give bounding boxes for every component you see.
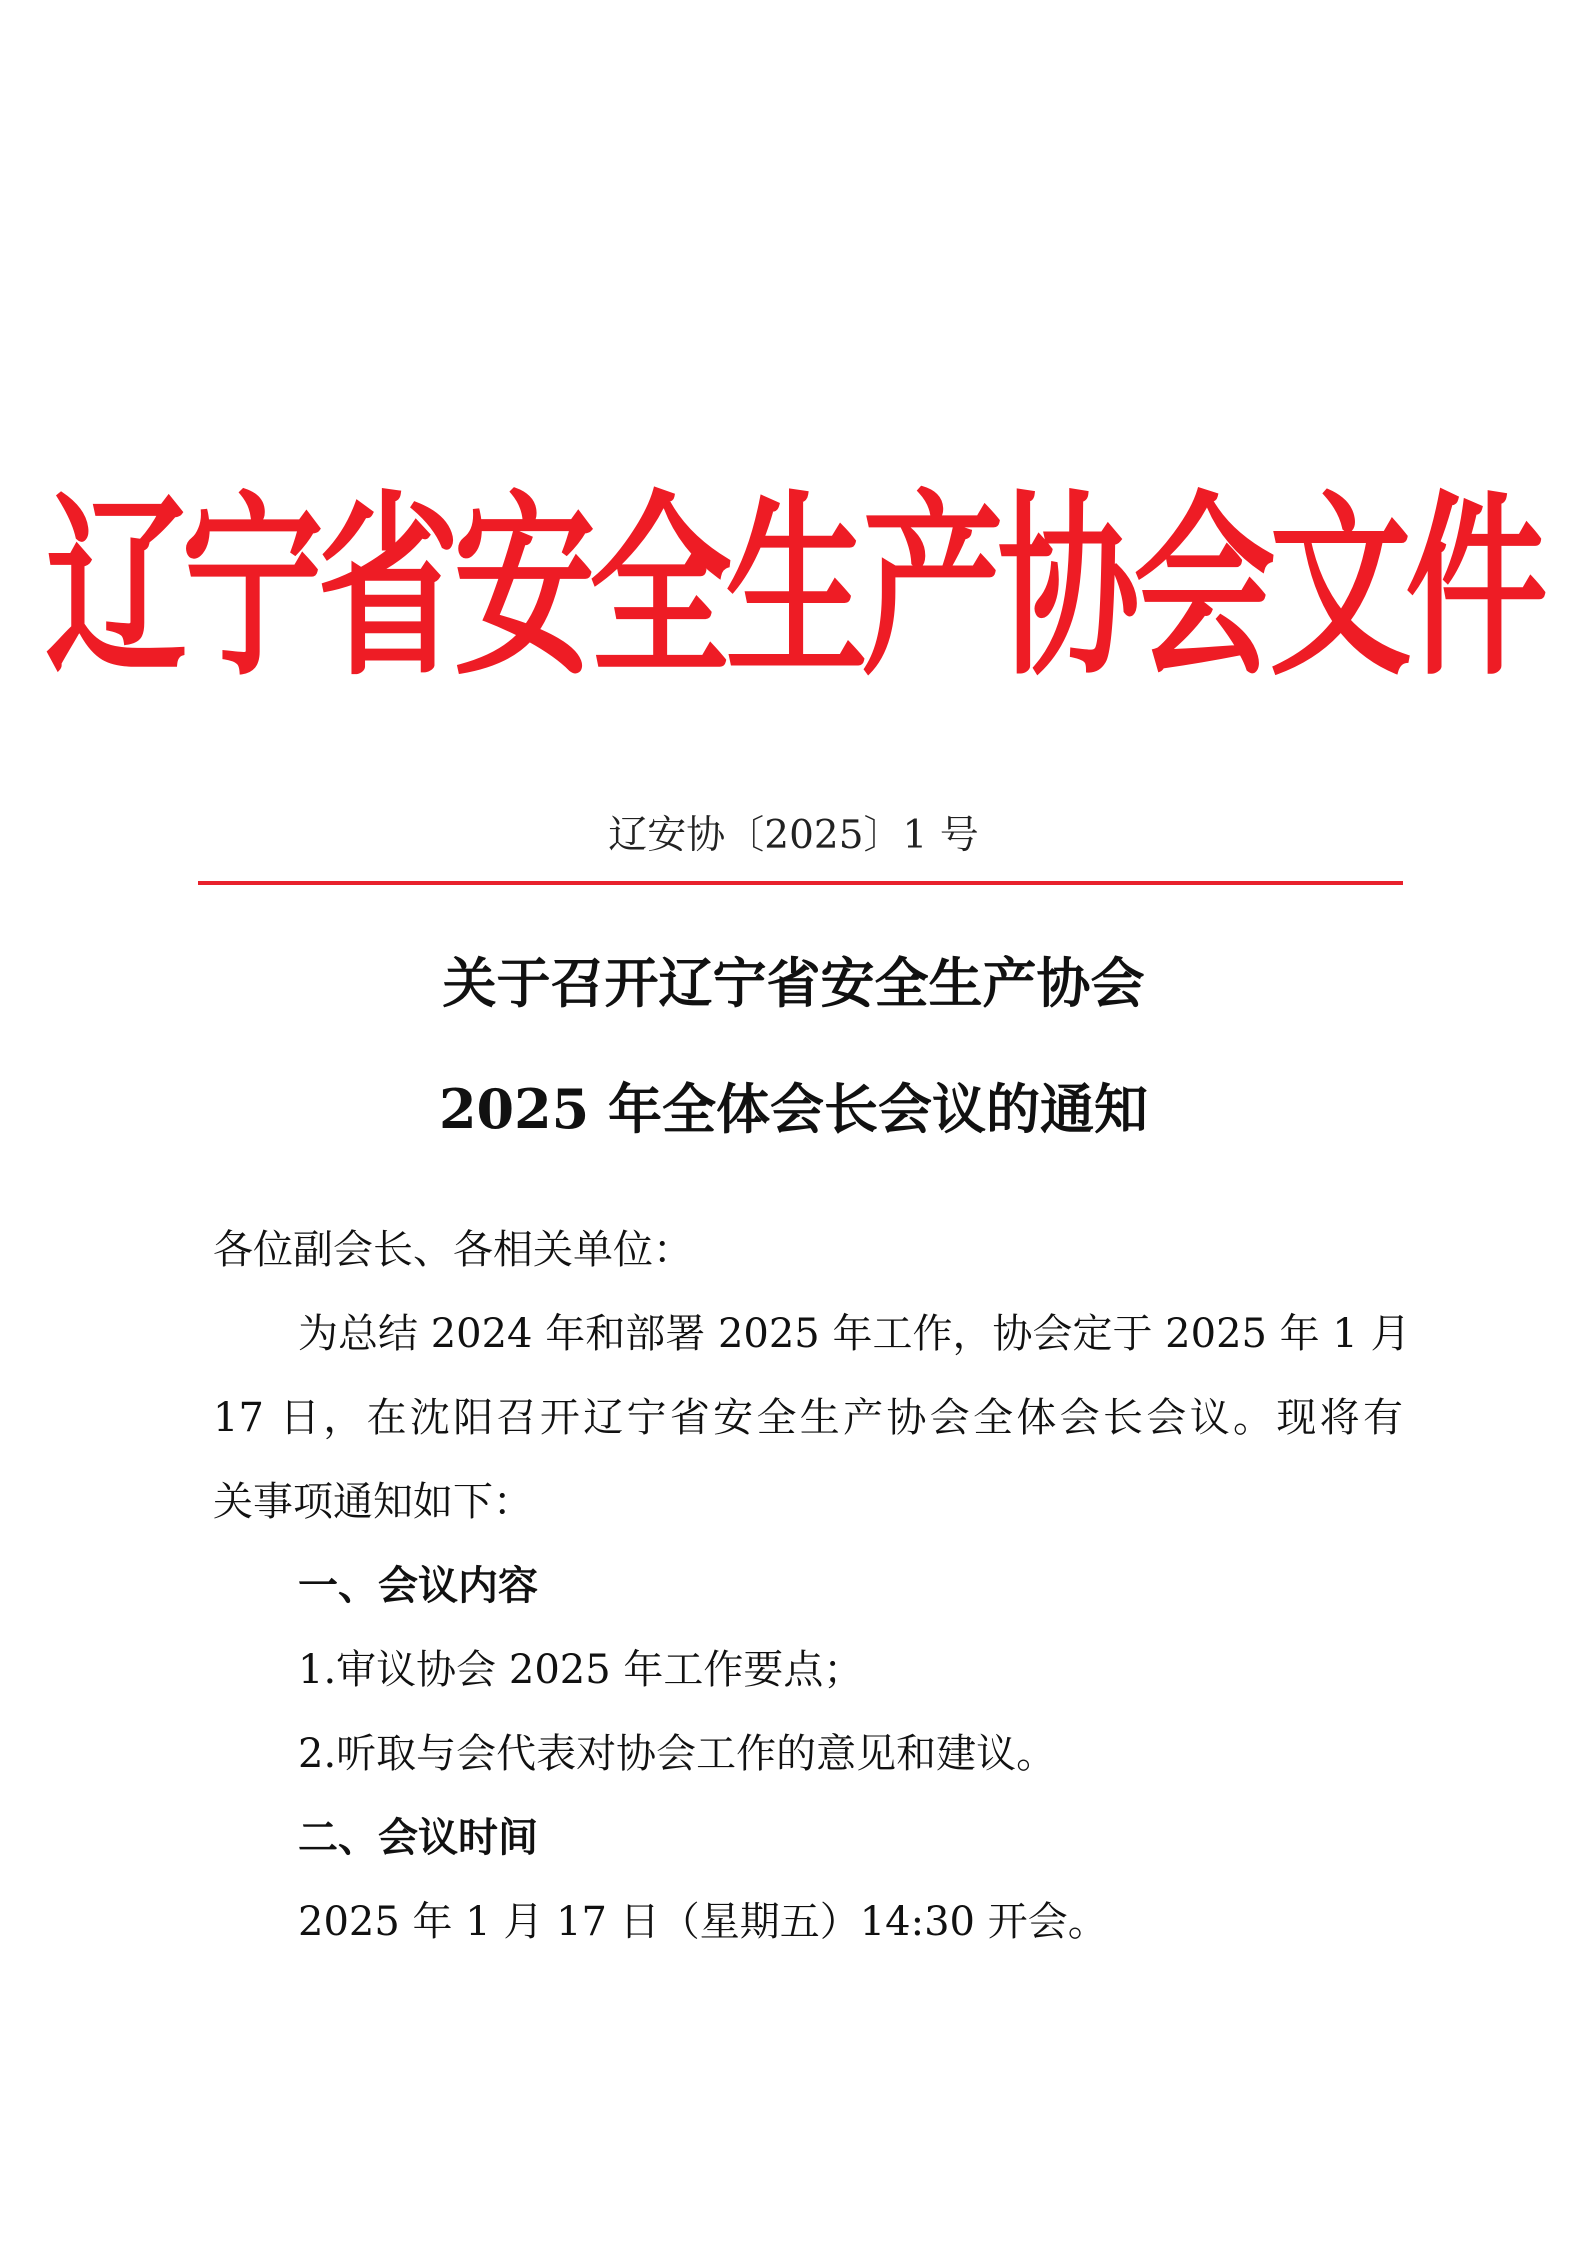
section-heading-time: 二、会议时间: [298, 1815, 538, 1861]
notice-title-line-1: 关于召开辽宁省安全生产协会: [442, 951, 1145, 1015]
red-divider: [198, 881, 1403, 885]
meeting-time: 2025 年 1 月 17 日（星期五）14:30 开会。: [298, 1899, 1108, 1945]
intro-line-3: 关事项通知如下：: [213, 1479, 533, 1525]
document-number: 辽安协〔2025〕1 号: [608, 813, 979, 858]
intro-line-1: 为总结 2024 年和部署 2025 年工作，协会定于 2025 年 1 月: [298, 1311, 1411, 1357]
intro-line-2: 17 日，在沈阳召开辽宁省安全生产协会全体会长会议。现将有: [213, 1395, 1403, 1441]
masthead-title: 辽宁省安全生产协会文件: [45, 473, 1542, 703]
content-item-1: 1.审议协会 2025 年工作要点；: [298, 1647, 864, 1693]
content-item-2: 2.听取与会代表对协会工作的意见和建议。: [298, 1731, 1057, 1777]
salutation: 各位副会长、各相关单位：: [213, 1227, 693, 1273]
section-heading-content: 一、会议内容: [298, 1563, 538, 1609]
notice-title-line-2: 2025 年全体会长会议的通知: [438, 1077, 1149, 1141]
